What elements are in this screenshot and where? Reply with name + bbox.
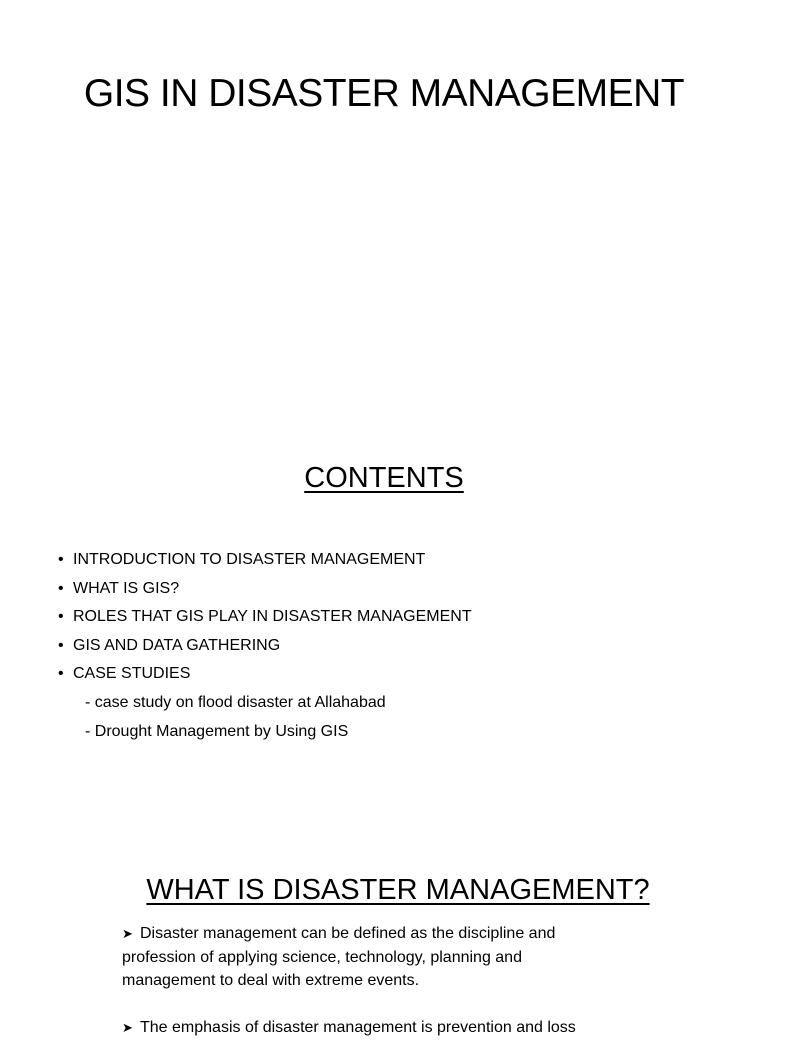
bullet-dot-icon: • xyxy=(58,665,64,683)
bullet-dot-icon: • xyxy=(58,636,64,654)
list-item: • ROLES THAT GIS PLAY IN DISASTER MANAGEMENT xyxy=(58,603,472,632)
list-item: • GIS AND DATA GATHERING xyxy=(58,632,472,661)
arrowhead-bullet-icon: ➤ xyxy=(122,926,133,941)
paragraph: ➤ The emphasis of disaster management is prevention and loss xyxy=(122,1016,612,1040)
contents-list xyxy=(58,546,472,746)
list-item: • INTRODUCTION TO DISASTER MANAGEMENT xyxy=(58,546,472,575)
bullet-dot-icon: • xyxy=(58,551,64,568)
slide-contents xyxy=(0,420,768,840)
slide-title xyxy=(0,0,768,420)
sub-list-item: - Drought Management by Using GIS xyxy=(85,722,349,740)
contents-heading: CONTENTS xyxy=(304,462,464,494)
paragraph: ➤ Disaster management can be defined as the discipline and profession of applying science, technology, planning and management to deal with extreme events. xyxy=(122,922,612,993)
document-title: GIS IN DISASTER MANAGEMENT xyxy=(83,72,685,115)
arrowhead-bullet-icon: ➤ xyxy=(122,1019,133,1035)
list-item: • CASE STUDIES xyxy=(58,660,472,689)
slide-what-is-disaster-management xyxy=(0,840,768,1036)
section-heading: WHAT IS DISASTER MANAGEMENT? xyxy=(146,874,650,906)
sub-list-item: - case study on flood disaster at Allahabad xyxy=(85,693,386,711)
list-item: • WHAT IS GIS? xyxy=(58,575,472,604)
bullet-dot-icon: • xyxy=(58,608,64,626)
bullet-dot-icon: • xyxy=(58,579,64,597)
section-body xyxy=(122,922,612,1062)
